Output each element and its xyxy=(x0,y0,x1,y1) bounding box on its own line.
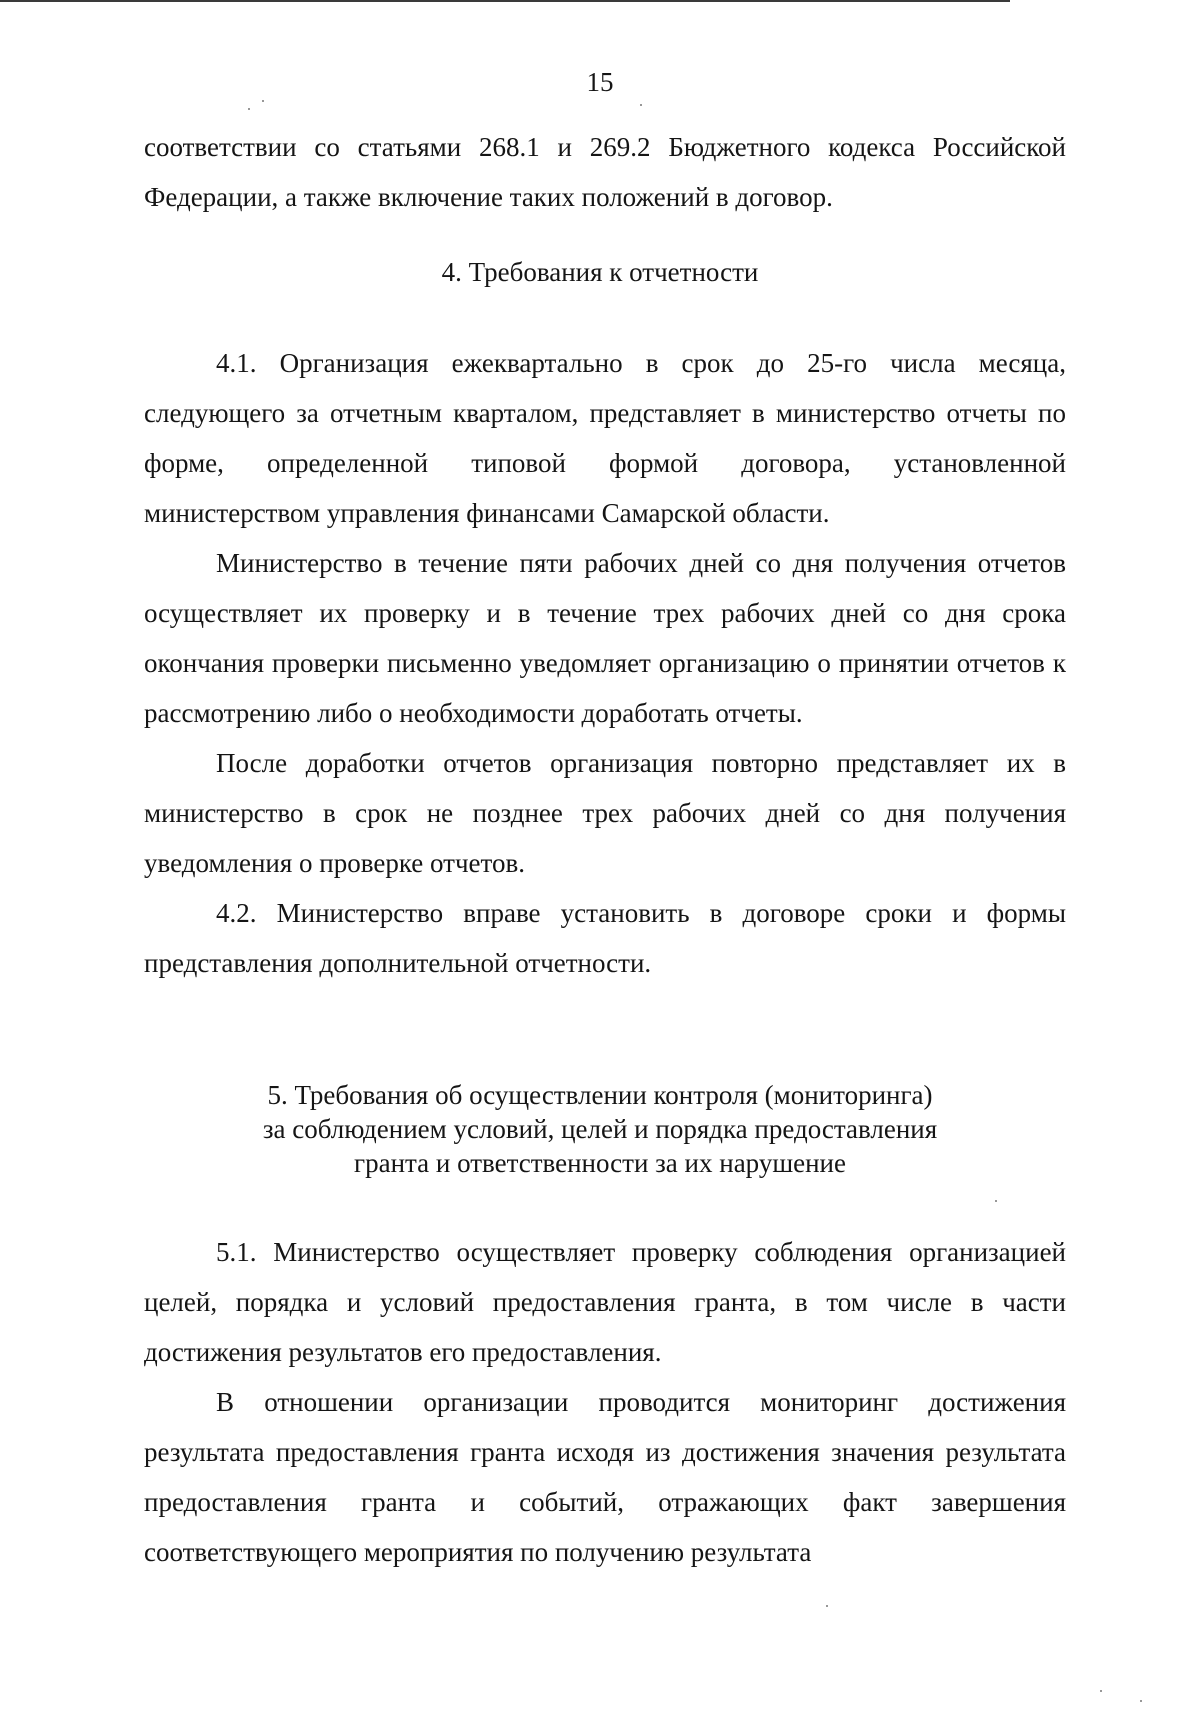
paragraph-4-1-resubmit: После доработки отчетов организация повторно представляет их в министерство в срок не позднее трех рабочих дней со дня получения уведомления о проверке отчетов. xyxy=(144,748,1066,878)
scan-top-edge xyxy=(0,0,1010,2)
continuation-text xyxy=(144,122,1066,222)
scan-speck xyxy=(826,1605,828,1607)
section-5-title-line-2: за соблюдением условий, целей и порядка предоставления xyxy=(262,1114,938,1144)
section-5-title-line-1: 5. Требования об осуществлении контроля (мониторинга) xyxy=(267,1080,933,1110)
paragraph-4-1-review: Министерство в течение пяти рабочих дней со дня получения отчетов осуществляет их проверку и в течение трех рабочих дней со дня срока окончания проверки письменно уведомляет организацию о принятии отчетов к рассмотрению либо о необходимости доработать отчеты. xyxy=(144,548,1066,728)
paragraph-continuation: соответствии со статьями 268.1 и 269.2 Бюджетного кодекса Российской Федерации, а также включение таких положений в договор. xyxy=(144,132,1066,212)
section-5-title-line-3: гранта и ответственности за их нарушение xyxy=(354,1148,846,1178)
section-4-body xyxy=(144,338,1066,988)
section-4-title: 4. Требования к отчетности xyxy=(441,257,759,287)
section-5-body xyxy=(144,1227,1066,1577)
section-5-heading xyxy=(0,1078,1200,1180)
scan-speck xyxy=(640,104,642,106)
section-4-heading xyxy=(0,255,1200,289)
paragraph-5-monitoring: В отношении организации проводится мониторинг достижения результата предоставления гранта исходя из достижения значения результата предоставления гранта и событий, отражающих факт завершения соответствующего мероприятия по получению результата xyxy=(144,1387,1066,1567)
paragraph-4-1: 4.1. Организация ежеквартально в срок до 25-го числа месяца, следующего за отчетным кварталом, представляет в министерство отчеты по форме, определенной типовой формой договора, установленной министерством управления финансами Самарской области. xyxy=(144,348,1066,528)
page-number: 15 xyxy=(586,67,614,97)
paragraph-4-2: 4.2. Министерство вправе установить в договоре сроки и формы представления дополнительной отчетности. xyxy=(144,898,1066,978)
scan-speck xyxy=(995,1200,997,1202)
scan-speck xyxy=(262,100,264,102)
scan-speck xyxy=(1140,1700,1142,1702)
paragraph-5-1: 5.1. Министерство осуществляет проверку соблюдения организацией целей, порядка и условий предоставления гранта, в том числе в части достижения результатов его предоставления. xyxy=(144,1237,1066,1367)
scan-speck xyxy=(1100,1690,1102,1692)
scan-speck xyxy=(248,108,250,110)
